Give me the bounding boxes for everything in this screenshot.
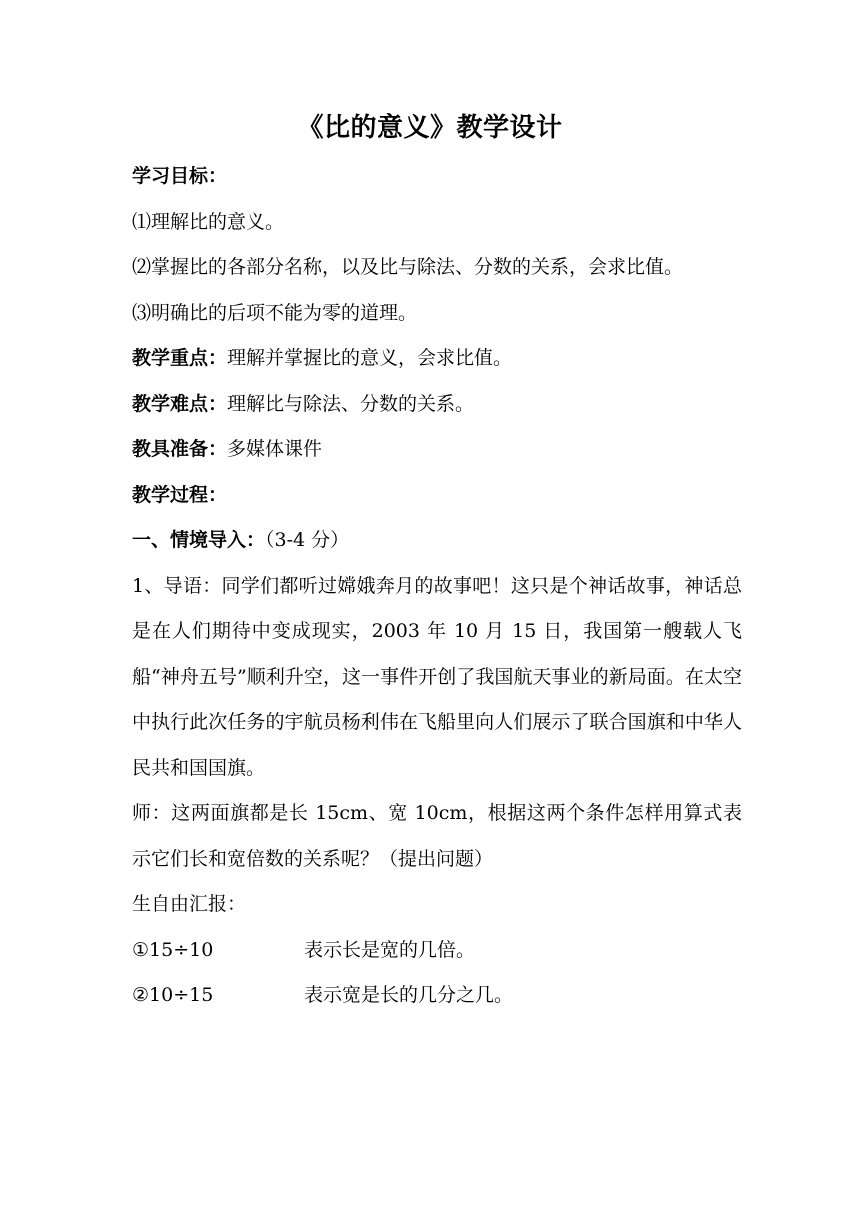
materials-text: 多媒体课件 — [227, 438, 323, 460]
key-point-text: 理解并掌握比的意义，会求比值。 — [227, 347, 513, 369]
objective-item: ⑵掌握比的各部分名称，以及比与除法、分数的关系，会求比值。 — [132, 256, 684, 278]
section-heading — [132, 518, 742, 564]
materials-label: 教具准备： — [132, 438, 228, 460]
difficulty-row — [132, 382, 742, 428]
expression-row — [132, 928, 742, 974]
objective-item: ⑶明确比的后项不能为零的道理。 — [132, 301, 418, 324]
expression-meaning: 表示宽是长的几分之几。 — [304, 984, 514, 1006]
expression-formula: ②10÷15 — [132, 984, 214, 1006]
student-report-label: 生自由汇报： — [132, 893, 247, 915]
expression-formula: ①15÷10 — [132, 938, 214, 961]
materials-row — [132, 427, 742, 473]
section-duration-note: （3-4 分） — [265, 529, 350, 551]
teacher-paragraph: 师：这两面旗都是长 15cm、宽 10cm，根据这两个条件怎样用算式表示它们长和宽倍数的关系呢？（提出问题） — [132, 802, 742, 870]
document-body — [132, 154, 742, 1019]
intro-paragraph: 1、导语：同学们都听过嫦娥奔月的故事吧！这只是个神话故事，神话总是在人们期待中变成现实，2003 年 10 月 15 日，我国第一艘载人飞船“神舟五号”顺利升空，这一事件开创了我国航天事业的新局面。在太空中执行此次任务的宇航员杨利伟在飞船里向人们展示了联合国旗和中华人民共和国国旗。 — [132, 574, 742, 779]
key-point-row — [132, 336, 742, 382]
key-point-label: 教学重点： — [132, 347, 228, 369]
document-title: 《比的意义》教学设计 — [297, 113, 563, 143]
objectives-heading: 学习目标： — [132, 165, 228, 187]
expression-row — [132, 973, 742, 1019]
expression-meaning: 表示长是宽的几倍。 — [304, 938, 476, 961]
section-label: 一、情境导入： — [132, 529, 266, 551]
objective-item: ⑴理解比的意义。 — [132, 210, 285, 233]
difficulty-text: 理解比与除法、分数的关系。 — [227, 392, 475, 415]
difficulty-label: 教学难点： — [132, 392, 228, 415]
process-heading: 教学过程： — [132, 483, 228, 506]
